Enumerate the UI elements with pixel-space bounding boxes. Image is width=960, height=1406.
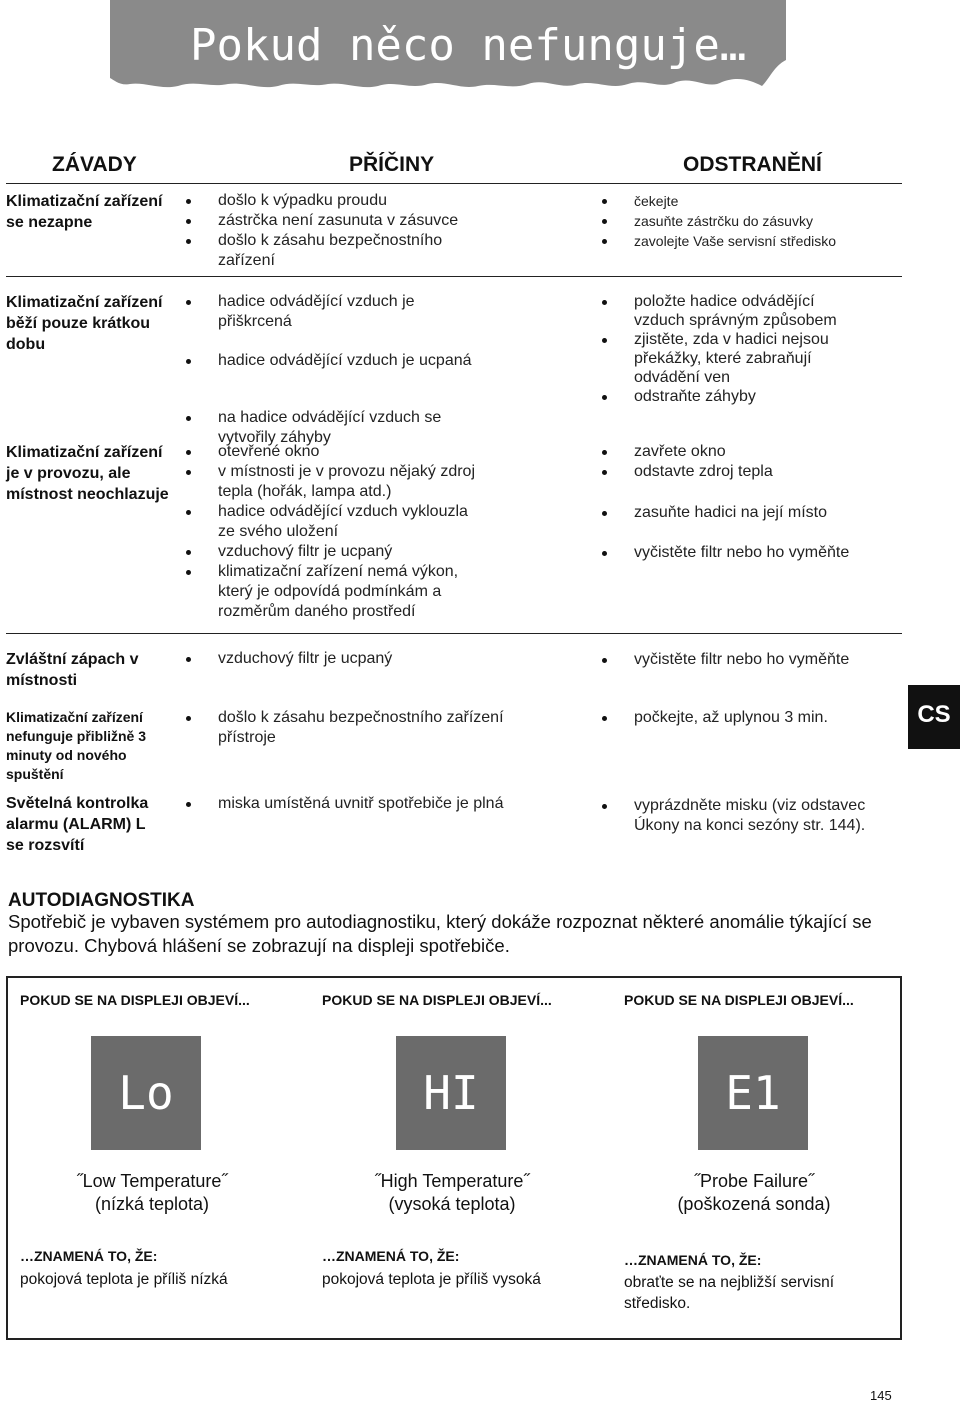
display-code: E1 bbox=[725, 1066, 781, 1120]
title-banner bbox=[110, 0, 786, 92]
remedy-list bbox=[598, 650, 888, 670]
list-item: položte hadice odvádějící vzduch správným způsobem bbox=[598, 292, 848, 330]
cause-list bbox=[182, 442, 482, 622]
list-item: hadice odvádějící vzduch je ucpaná bbox=[182, 351, 482, 371]
list-item: došlo k zásahu bezpečnostního zařízení bbox=[182, 231, 482, 271]
meaning-text: pokojová teplota je příliš nízká bbox=[20, 1271, 228, 1288]
list-item: vyčistěte filtr nebo ho vyměňte bbox=[598, 650, 888, 670]
caption-translation: (poškozená sonda) bbox=[677, 1194, 831, 1214]
list-item: hadice odvádějící vzduch vyklouzla ze svého uložení bbox=[182, 502, 482, 542]
display-icon bbox=[396, 1036, 506, 1150]
remedy-list bbox=[598, 708, 888, 728]
meaning-text: obraťte se na nejbližší servisní středisko. bbox=[624, 1274, 834, 1312]
remedy-list bbox=[598, 191, 888, 251]
column-header-remedies: ODSTRANĚNÍ bbox=[683, 153, 822, 176]
display-icon bbox=[698, 1036, 808, 1150]
symptom-label: Klimatizační zařízení běží pouze krátkou dobu bbox=[6, 294, 163, 353]
list-item: zástrčka není zasunuta v zásuvce bbox=[182, 211, 482, 231]
list-item: došlo k zásahu bezpečnostního zařízení přístroje bbox=[182, 708, 552, 748]
list-item: vzduchový filtr je ucpaný bbox=[182, 649, 482, 669]
list-item: vzduchový filtr je ucpaný bbox=[182, 542, 482, 562]
cause-list bbox=[182, 794, 562, 814]
panel-header: POKUD SE NA DISPLEJI OBJEVÍ... bbox=[624, 992, 854, 1008]
caption-translation: (nízká teplota) bbox=[94, 1194, 210, 1214]
column-header-faults: ZÁVADY bbox=[52, 153, 137, 176]
meaning-text: pokojová teplota je příliš vysoká bbox=[322, 1271, 541, 1288]
list-item: počkejte, až uplynou 3 min. bbox=[598, 708, 888, 728]
list-item: vyprázdněte misku (viz odstavec Úkony na konci sezóny str. 144). bbox=[598, 796, 898, 836]
table-rule bbox=[6, 633, 902, 634]
table-rule bbox=[6, 276, 902, 277]
symptom-label: Klimatizační zařízení nefunguje přibližně 3 minuty od nového spuštění bbox=[6, 709, 147, 782]
list-item: došlo k výpadku proudu bbox=[182, 191, 482, 211]
cause-list bbox=[182, 649, 482, 669]
remedy-list bbox=[598, 292, 848, 406]
list-item: otevřené okno bbox=[182, 442, 482, 462]
display-icon bbox=[91, 1036, 201, 1150]
list-item: zavřete okno bbox=[598, 442, 888, 462]
meaning-header: …ZNAMENÁ TO, ŽE: bbox=[20, 1248, 158, 1264]
cause-list bbox=[182, 292, 482, 448]
error-code-panel bbox=[8, 978, 308, 1338]
display-code: HI bbox=[423, 1066, 479, 1120]
list-item: zjistěte, zda v hadici nejsou překážky, které zabraňují odvádění ven bbox=[598, 330, 848, 387]
table-rule bbox=[6, 183, 902, 184]
panel-header: POKUD SE NA DISPLEJI OBJEVÍ... bbox=[20, 992, 250, 1008]
panel-header: POKUD SE NA DISPLEJI OBJEVÍ... bbox=[322, 992, 552, 1008]
list-item: miska umístěná uvnitř spotřebiče je plná bbox=[182, 794, 562, 814]
code-caption bbox=[302, 1170, 602, 1216]
list-item: na hadice odvádějící vzduch se vytvořily záhyby bbox=[182, 408, 482, 448]
list-item: čekejte bbox=[598, 191, 888, 211]
error-code-panel bbox=[310, 978, 610, 1338]
list-item: vyčistěte filtr nebo ho vyměňte bbox=[598, 543, 888, 563]
meaning-header: …ZNAMENÁ TO, ŽE: bbox=[624, 1252, 762, 1268]
list-item: zavolejte Vaše servisní středisko bbox=[598, 231, 888, 251]
caption-name: ˝Probe Failure˝ bbox=[693, 1171, 815, 1191]
cause-list bbox=[182, 191, 482, 271]
error-code-table bbox=[6, 976, 902, 1340]
display-code: Lo bbox=[118, 1066, 174, 1120]
remedy-list bbox=[598, 796, 898, 836]
language-tab: CS bbox=[908, 685, 960, 749]
cause-list bbox=[182, 708, 552, 748]
list-item: zasuňte zástrčku do zásuvky bbox=[598, 211, 888, 231]
meaning-header: …ZNAMENÁ TO, ŽE: bbox=[322, 1248, 460, 1264]
page-title: Pokud něco nefunguje… bbox=[190, 20, 747, 71]
caption-translation: (vysoká teplota) bbox=[388, 1194, 516, 1214]
list-item: odstraňte záhyby bbox=[598, 387, 848, 406]
caption-name: ˝High Temperature˝ bbox=[374, 1171, 530, 1191]
autodiag-heading: AUTODIAGNOSTIKA bbox=[8, 890, 195, 911]
caption-name: ˝Low Temperature˝ bbox=[76, 1171, 228, 1191]
page-number: 145 bbox=[870, 1388, 892, 1403]
symptom-label: Světelná kontrolka alarmu (ALARM) L se rozsvítí bbox=[6, 795, 149, 854]
symptom-label: Klimatizační zařízení je v provozu, ale místnost neochlazuje bbox=[6, 444, 169, 503]
list-item: klimatizační zařízení nemá výkon, který je odpovídá podmínkám a rozměrům daného prostředí bbox=[182, 562, 482, 622]
code-caption bbox=[2, 1170, 302, 1216]
code-caption bbox=[604, 1170, 904, 1216]
autodiag-text: Spotřebič je vybaven systémem pro autodiagnostiku, který dokáže rozpoznat některé anomálie týkající se provozu. Chybová hlášení se zobrazují na displeji spotřebiče. bbox=[8, 911, 872, 956]
column-header-causes: PŘÍČINY bbox=[349, 153, 435, 176]
error-code-panel bbox=[612, 978, 912, 1338]
list-item: odstavte zdroj tepla bbox=[598, 462, 888, 482]
symptom-label: Zvláštní zápach v místnosti bbox=[6, 651, 139, 689]
symptom-label: Klimatizační zařízení se nezapne bbox=[6, 193, 163, 231]
list-item: zasuňte hadici na její místo bbox=[598, 503, 888, 523]
list-item: hadice odvádějící vzduch je přiškrcená bbox=[182, 292, 482, 332]
remedy-list bbox=[598, 442, 888, 563]
list-item: v místnosti je v provozu nějaký zdroj tepla (hořák, lampa atd.) bbox=[182, 462, 482, 502]
